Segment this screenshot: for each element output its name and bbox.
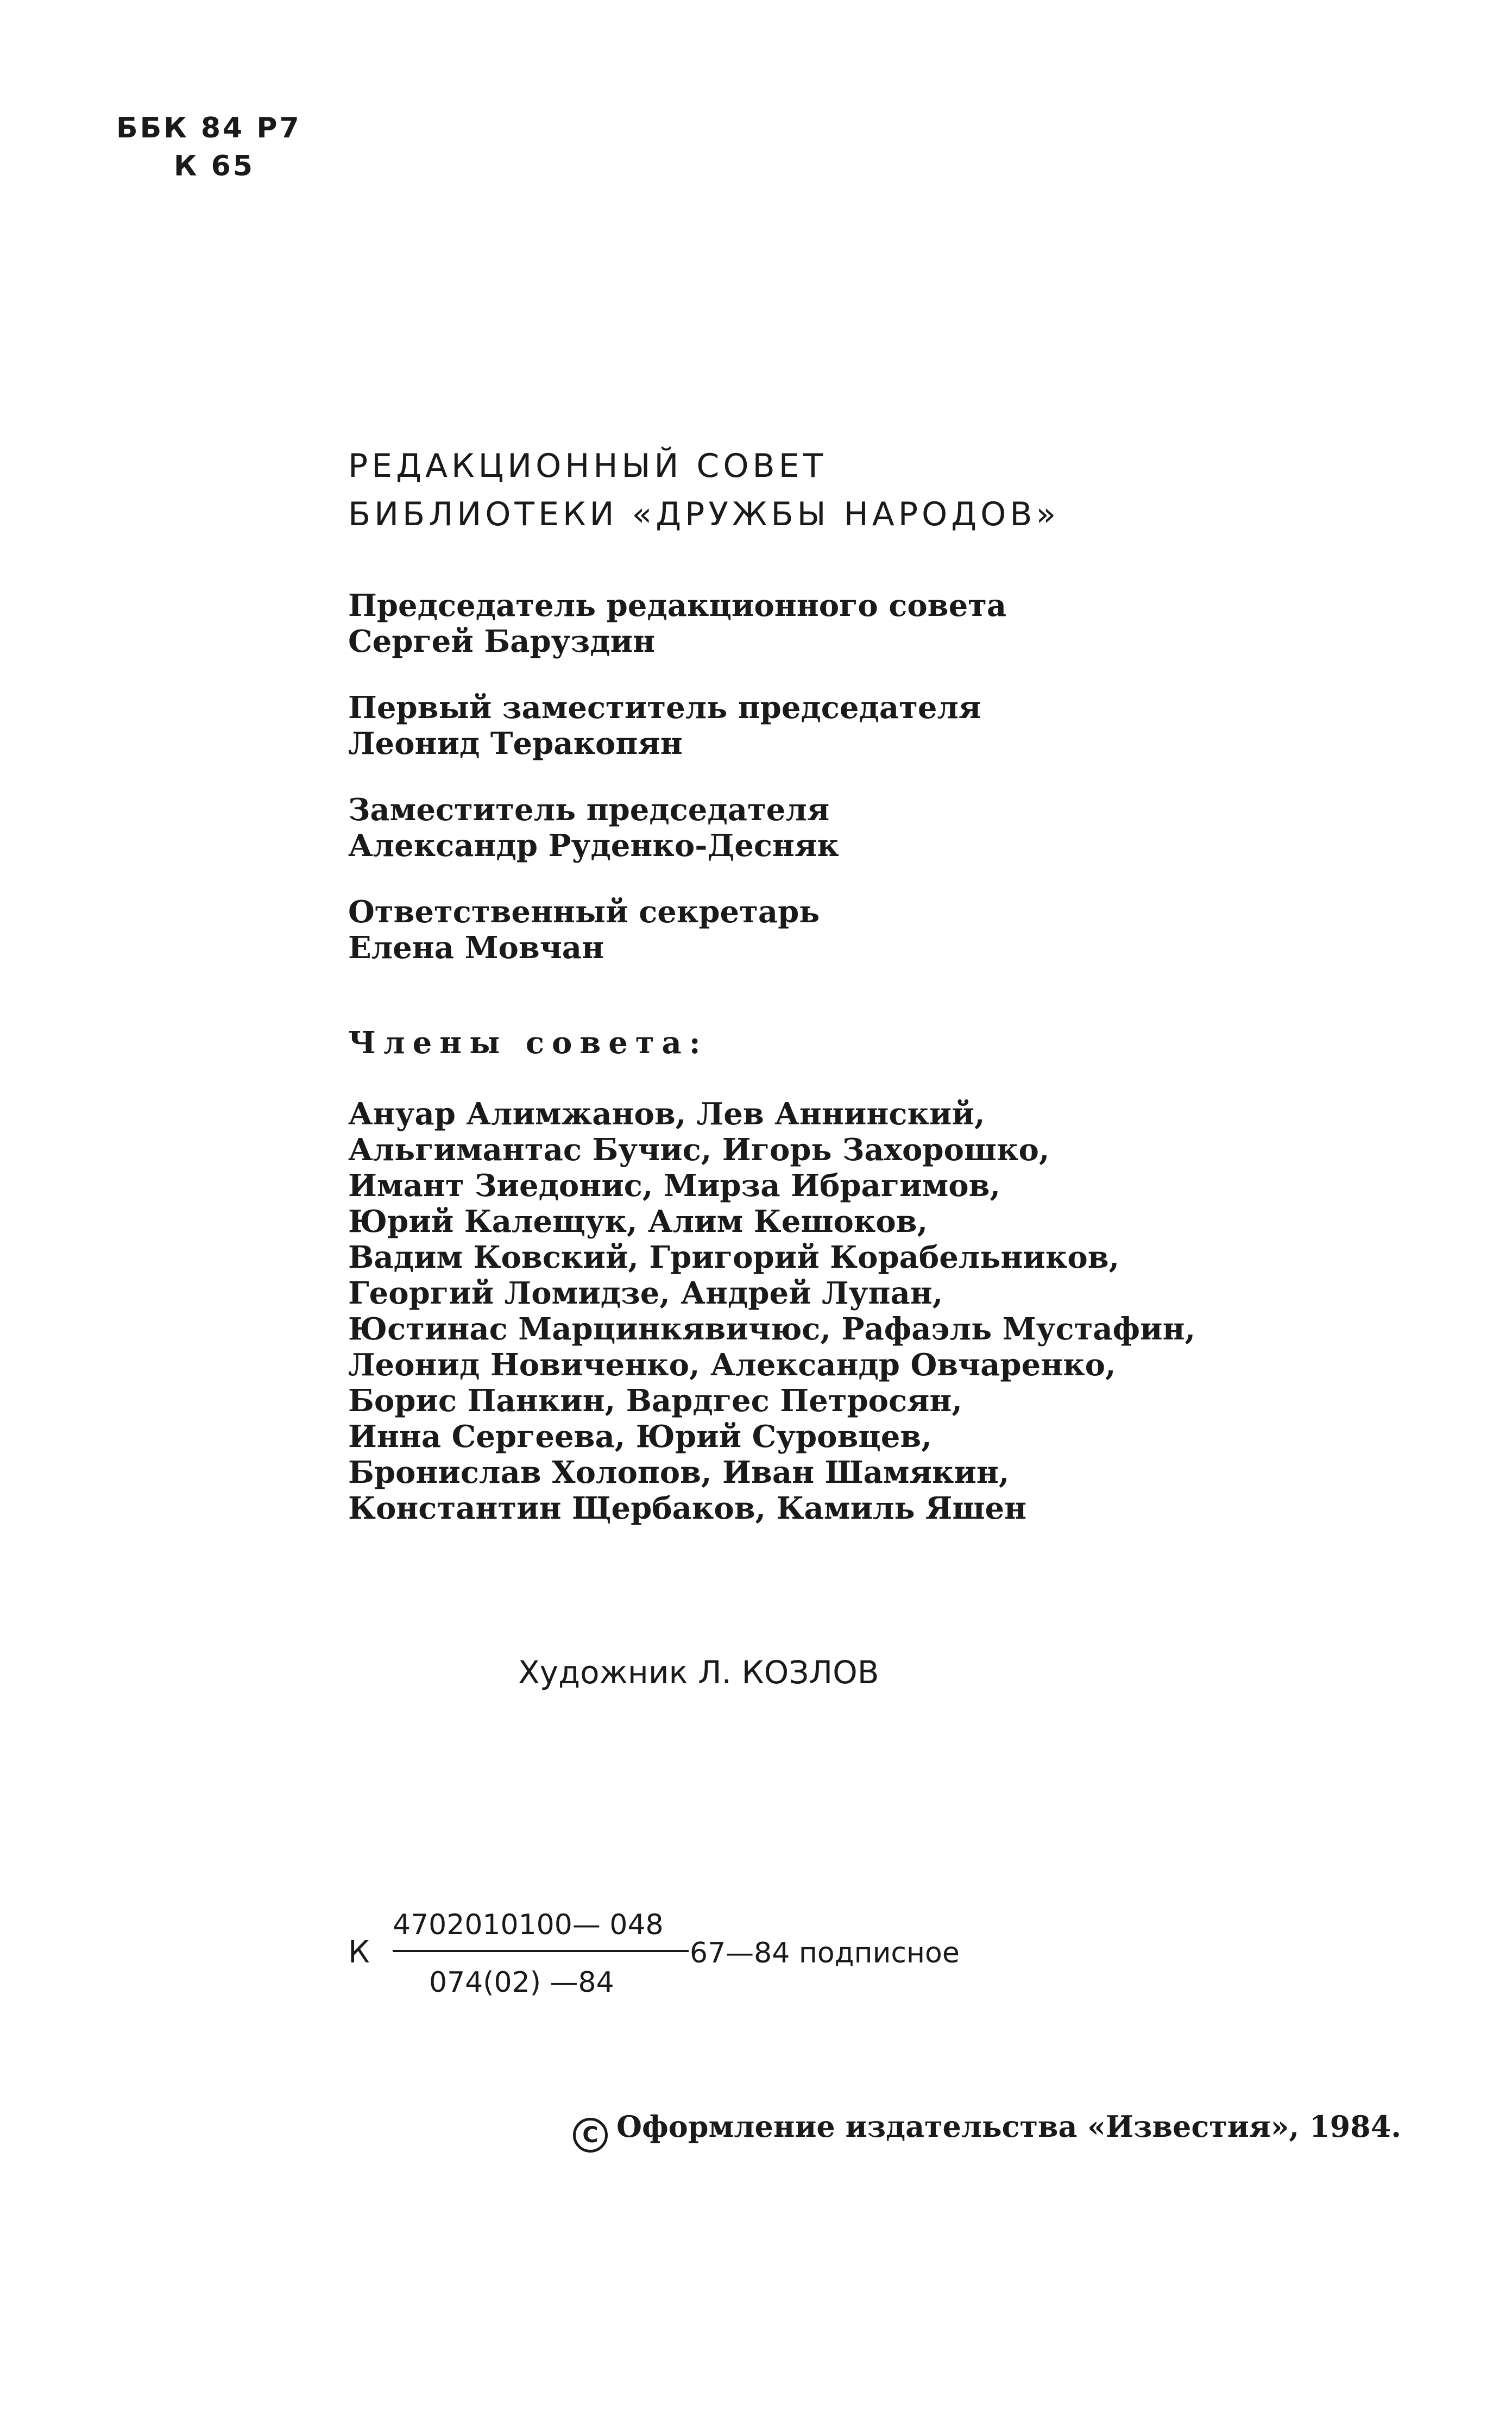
role-deputy bbox=[348, 792, 839, 864]
members-line: Юстинас Марцинкявичюс, Рафаэль Мустафин, bbox=[348, 1311, 1196, 1347]
council-title-line-2: БИБЛИОТЕКИ «ДРУЖБЫ НАРОДОВ» bbox=[348, 495, 1060, 533]
members-list bbox=[348, 1096, 1195, 1526]
role-secretary bbox=[348, 894, 820, 966]
members-line: Георгий Ломидзе, Андрей Лупан, bbox=[348, 1275, 943, 1311]
role-title: Председатель редакционного совета bbox=[348, 588, 1007, 624]
index-numerator: 4702010100— 048 bbox=[393, 1909, 664, 1941]
members-line: Имант Зиедонис, Мирза Ибрагимов, bbox=[348, 1168, 1001, 1204]
bbk-author-mark: К 65 bbox=[174, 150, 255, 183]
members-heading: Члены совета: bbox=[348, 1025, 708, 1061]
council-title-line-1: РЕДАКЦИОННЫЙ СОВЕТ bbox=[348, 447, 827, 485]
copyright-text: Оформление издательства «Известия», 1984. bbox=[616, 2109, 1402, 2144]
role-title: Заместитель председателя bbox=[348, 792, 830, 828]
index-letter: К bbox=[348, 1935, 370, 1970]
members-line: Бронислав Холопов, Иван Шамякин, bbox=[348, 1455, 1010, 1490]
members-line: Альгимантас Бучис, Игорь Захорошко, bbox=[348, 1132, 1050, 1168]
bbk-code: ББК 84 Р7 bbox=[116, 112, 301, 144]
copyright-icon: C bbox=[573, 2118, 608, 2153]
members-line: Инна Сергеева, Юрий Суровцев, bbox=[348, 1419, 932, 1455]
role-chairman bbox=[348, 588, 1006, 659]
copyright-line bbox=[573, 2109, 1402, 2153]
role-person: Леонид Теракопян bbox=[348, 726, 683, 762]
role-first-deputy bbox=[348, 690, 981, 762]
members-line: Константин Щербаков, Камиль Яшен bbox=[348, 1490, 1027, 1526]
artist-credit: Художник Л. КОЗЛОВ bbox=[518, 1654, 879, 1691]
index-suffix: 67—84 подписное bbox=[690, 1937, 960, 1969]
role-person: Елена Мовчан bbox=[348, 930, 604, 966]
role-title: Ответственный секретарь bbox=[348, 894, 820, 930]
role-person: Сергей Баруздин bbox=[348, 624, 656, 659]
members-line: Борис Панкин, Вардгес Петросян, bbox=[348, 1383, 962, 1419]
members-line: Вадим Ковский, Григорий Корабельников, bbox=[348, 1239, 1120, 1275]
role-person: Александр Руденко-Десняк bbox=[348, 828, 839, 864]
members-line: Юрий Калещук, Алим Кешоков, bbox=[348, 1204, 928, 1239]
role-title: Первый заместитель председателя bbox=[348, 690, 981, 726]
members-line: Ануар Алимжанов, Лев Аннинский, bbox=[348, 1096, 985, 1132]
members-line: Леонид Новиченко, Александр Овчаренко, bbox=[348, 1347, 1116, 1383]
fraction-bar bbox=[393, 1950, 689, 1952]
index-denominator: 074(02) —84 bbox=[429, 1966, 614, 1999]
